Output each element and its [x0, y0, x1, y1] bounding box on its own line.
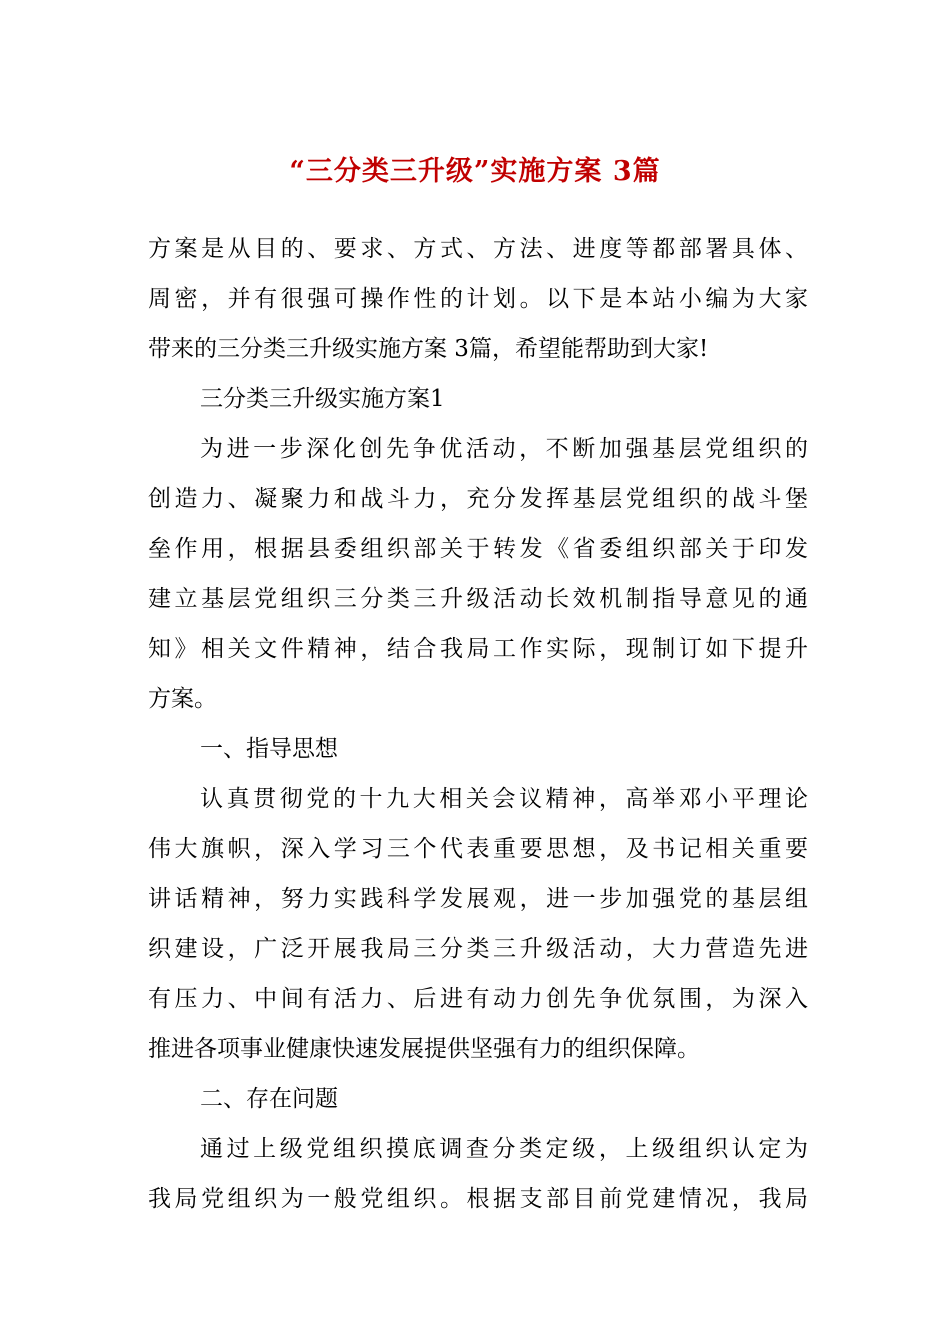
- paragraph-line: 有压力、中间有活力、后进有动力创先争优氛围，为深入: [148, 986, 808, 1012]
- paragraph-line: 推进各项事业健康快速发展提供坚强有力的组织保障。: [148, 1036, 700, 1062]
- paragraph-line: 方案。: [148, 686, 217, 712]
- paragraph-line: 讲话精神，努力实践科学发展观，进一步加强党的基层组: [148, 886, 808, 912]
- document-title: “三分类三升级”实施方案 3篇: [289, 156, 661, 187]
- intro-line-3: 带来的三分类三升级实施方案 3篇，希望能帮助到大家!: [148, 336, 709, 362]
- paragraph-line: 知》相关文件精神，结合我局工作实际，现制订如下提升: [148, 636, 808, 662]
- document-body: [148, 224, 808, 1224]
- paragraph-line: 通过上级党组织摸底调查分类定级，上级组织认定为: [200, 1136, 808, 1162]
- paragraph-line: 认真贯彻党的十九大相关会议精神，高举邓小平理论: [200, 786, 808, 812]
- section-heading: 三分类三升级实施方案1: [200, 386, 445, 412]
- subsection-heading: 一、指导思想: [200, 736, 338, 762]
- paragraph-line: 伟大旗帜，深入学习三个代表重要思想，及书记相关重要: [148, 836, 808, 862]
- paragraph-line: 创造力、凝聚力和战斗力，充分发挥基层党组织的战斗堡: [148, 486, 808, 512]
- paragraph-line: 建立基层党组织三分类三升级活动长效机制指导意见的通: [148, 586, 808, 612]
- subsection-heading: 二、存在问题: [200, 1086, 338, 1112]
- intro-line-1: 方案是从目的、要求、方式、方法、进度等都部署具体、: [148, 236, 808, 262]
- paragraph-line: 为进一步深化创先争优活动，不断加强基层党组织的: [200, 436, 808, 462]
- paragraph-line: 垒作用，根据县委组织部关于转发《省委组织部关于印发: [148, 536, 808, 562]
- paragraph-line: 我局党组织为一般党组织。根据支部目前党建情况，我局: [148, 1186, 808, 1212]
- intro-line-2: 周密，并有很强可操作性的计划。以下是本站小编为大家: [148, 286, 808, 312]
- paragraph-line: 织建设，广泛开展我局三分类三升级活动，大力营造先进: [148, 936, 808, 962]
